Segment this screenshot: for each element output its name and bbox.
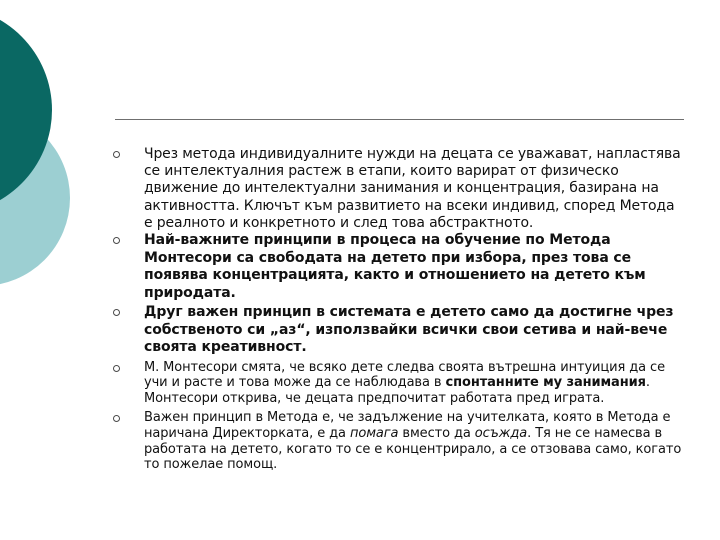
- item-text-part: . Монтесори открива, че децата предпочитат работата пред играта.: [144, 375, 650, 407]
- list-item: [112, 304, 682, 357]
- item-text: Чрез метода индивидуалните нужди на децата се уважават, напластява се интелектуалния растеж в етапи, които варират от физическо движение до интелектуални занимания и концентрация, базирана на активността. Ключът към развитието на всеки индивид, според Метода е реалното и конкретното и след това абстрактното.: [144, 146, 681, 231]
- circle-bullet-icon: [113, 309, 120, 316]
- item-text: [144, 410, 681, 472]
- item-text: Друг важен принцип в системата е детето само да достигне чрез собственото си „аз“, използвайки всички свои сетива и най-вече своята креативност.: [144, 304, 674, 356]
- bullet-list: [112, 146, 682, 473]
- item-text-part: М. Монтесори смята, че всяко дете следва своята вътрешна интуиция да се учи и расте и това може да се наблюдава в: [144, 359, 665, 391]
- circle-bullet-icon: [113, 151, 120, 158]
- list-item: [112, 410, 682, 473]
- list-item: [112, 232, 682, 302]
- item-text-italic: осъжда: [474, 425, 528, 441]
- item-text-part: . Тя не се намесва в работата на детето, когато то се е концентрирало, а се отзовава само, когато то пожелае помощ.: [144, 425, 682, 473]
- item-text: [144, 360, 665, 407]
- list-item: [112, 360, 682, 407]
- circle-bullet-icon: [113, 365, 120, 372]
- circle-bullet-icon: [113, 237, 120, 244]
- item-text-part: вместо да: [398, 425, 475, 441]
- divider-rule: [115, 119, 684, 120]
- item-text-bold: спонтанните му занимания: [445, 375, 646, 391]
- item-text-italic: помага: [349, 425, 399, 441]
- list-item: [112, 146, 682, 232]
- item-text: Най-важните принципи в процеса на обучение по Метода Монтесори са свободата на детето при избора, през това се появява концентрацията, както и отношението на детето към природата.: [144, 232, 646, 301]
- circle-bullet-icon: [113, 415, 120, 422]
- item-text-part: Важен принцип в Метода е, че задължение на учителката, която в Метода е наричана Директорката, е да: [144, 409, 671, 441]
